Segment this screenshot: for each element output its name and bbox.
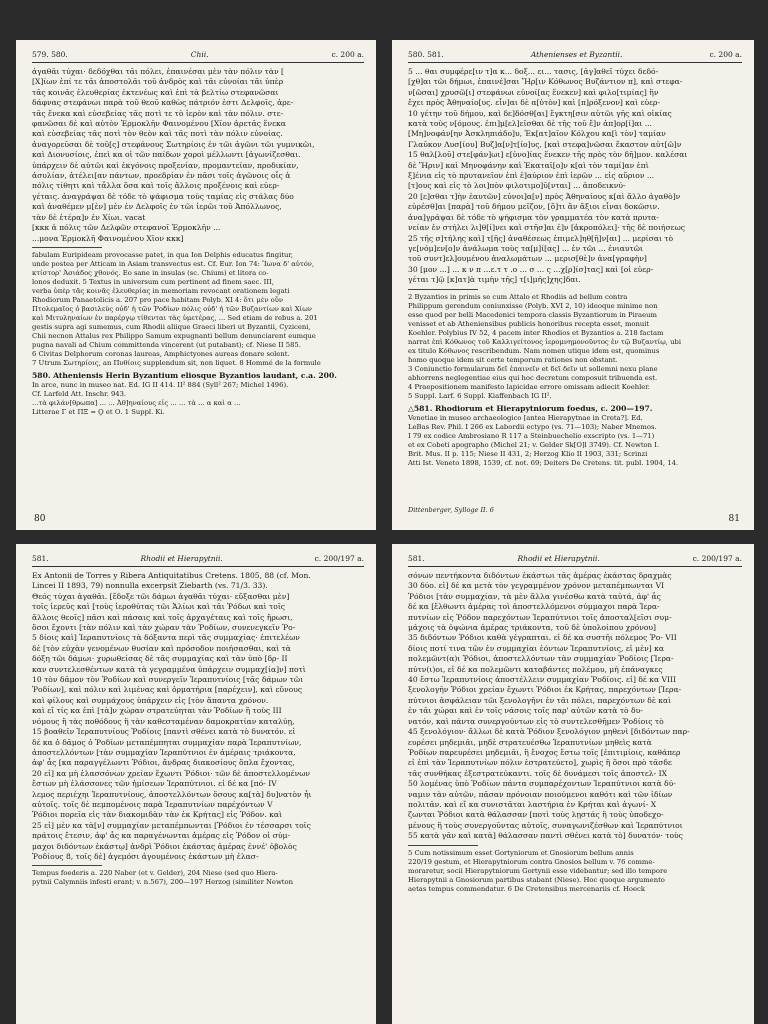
text-line: Ῥοδίων παρευρέσει μηδεμιᾶι, ἢ ἔνοχος ἔστω τοῖς [ἐπιτιμίοις, καθάπερ bbox=[408, 747, 681, 757]
text-line: Koehler. Polybius IV 52, 4 pacem inter Rhodios et Byzantios a. 218 factam bbox=[408, 328, 664, 337]
text-line: φανῶσαι δὲ καὶ αὐτὸν Ἑρμοκλῆν Φαινομένου [Χῖον ἀρετᾶς ἕνεκα bbox=[32, 119, 286, 129]
text-line: gestis supra agi sumemus, cum Rhodii aliique Graeci liberi ut Byzantii, Cyziceni, bbox=[32, 322, 311, 331]
text-line: Atti Ist. Veneto 1898, 1539, cf. not. 69; Deiters De Cretens. tit. publ. 1904, 14. bbox=[408, 458, 679, 467]
rule bbox=[32, 247, 102, 248]
text-line: κτίστορ' Ἀσιάδος χθονός. Eo sane in insulas (sc. Chium) et litora co- bbox=[32, 268, 269, 277]
text-line: Ῥόδιοι [τὰν συμμαχίαν, τὰ μὲν ἄλλα γινέσθω κατὰ ταὐτά, ἀφ' ἇς bbox=[408, 591, 661, 601]
text-line: μαχοι διδόντων ἑκάστῳ] ἀνδρὶ Ῥόδιοι ἑκάστας ἁμέρας ἐννέ' ὀβολὸς bbox=[32, 841, 297, 851]
text-line: πολιτᾶν. καὶ εἴ κα συνιστᾶται λαστήρια ἐν Κρήται καὶ ἀγωνί- X bbox=[408, 799, 657, 809]
text-line: δέ κα [ἔλθωντι ἁμέρας τοὶ ἀποστελλόμενοι σύμμαχοι παρὰ Ἱερα- bbox=[408, 602, 660, 612]
inscription-text bbox=[32, 67, 364, 244]
text-line: γε[νόμ]εν[ο]ν ἀνάλωμα τοὺς τα[μ]ί[ας] ... ἐν τῶι ... ἐνιαυτῶι bbox=[408, 243, 643, 253]
text-line: 220/19 gestum, et Hierapytniorum contra Gnosios bellum v. 76 comme- bbox=[408, 857, 655, 866]
text-line: καὶ εὐσεβείας τᾶς ποτὶ τὸν θεὸν καὶ τᾶς ποτὶ τὰν πόλιν εὐνοίας. bbox=[32, 129, 283, 139]
text-line: Ῥοδίους 8, τοῖς δὲ] ἀγεμόσι ἀγουμένοις ἐκάστων μὴ ἐλασ- bbox=[32, 851, 259, 861]
section-title: 580. Atheniensis Herin Byzantium eliosque Byzantios laudant, c.a. 200. bbox=[32, 370, 337, 380]
text-line: ἀσυλίαν, ἀτέλει[αν πάντων, προεδρίαν ἐν πᾶσι τοῖς ἀγῶνοις οἷς ἁ bbox=[32, 171, 291, 181]
text-line: narrat ἐπὶ Κόθωνος τοῦ Καλλιγείτονος ἱερομνημονοῦντος ἐν τῷ Βυζαντίῳ, ubi bbox=[408, 337, 682, 346]
text-line: ξ]ένια εἰς τὸ πρυτανεῖον ἐπὶ ἐ]αύριον ἐπὶ ἱερῶν ... εἰς αὔριον ... bbox=[408, 171, 655, 181]
commentary bbox=[32, 869, 364, 887]
text-line: νατόν, καὶ πάντα συνεργούντων εἰς τὸ συντελεσθῆμεν Ῥοδίοις τὸ bbox=[408, 716, 664, 726]
text-line: 20 [ε]σθαι τ]ὴν ἑαυτῶν] εὐνοι]α[ν] πρὸς Ἀθηναίους κ[αὶ ἄλλο ἀγαθὸ]ν bbox=[408, 191, 681, 201]
text-line: ἔχει πρὸς Ἀθηναίο[υς. εἶν]αι δὲ α[ὐτὸν] καὶ [π]ρόξενον] καὶ εὐερ- bbox=[408, 98, 661, 108]
signature-line: Dittenberger, Sylloge II. 6 bbox=[408, 506, 494, 514]
text-line: ναμιν τὰν αὐτῶν, πᾶσαν πρόνοιαν ποιούμενοι καθότι καὶ τῶν ἰδίων bbox=[408, 789, 673, 799]
text-line: ἔστων μὴ ἐλάσσονες τῶν ἡμίσεων Ἱεραπύτνιοι. εἰ δέ κα [πό- IV bbox=[32, 779, 277, 789]
text-line: 5 Suppl. Larf. 6 Suppl. Kiaffenbach IG II². bbox=[408, 391, 552, 400]
text-line: εἰ ἐπὶ τὰν Ἱεραπυτνίων πόλιν ἐστρατεύετο], χωρὶς ἢ ὅσοι πρὸ τᾶσδε bbox=[408, 758, 672, 768]
text-line: πολεμῶντ(α)ι Ῥόδιοι, ἀποστελλόντων τὰν συμμαχίαν Ῥοδίοις [Ἱερα- bbox=[408, 654, 674, 664]
text-line: σόνων πεντήκοντα διδόντων ἑκάστωι τᾶς ἁμέρας ἑκάστας δραχμὰς bbox=[408, 571, 672, 580]
text-line: καὶ ἀναθέμεν μ[ὲν] μὲν ἐν Δελφοῖς ἐν τῶι ἱερῶι τοῦ Ἀπόλλωνος, bbox=[32, 202, 282, 212]
text-line: moraretur, socii Hierapytniorum Gortynii esse videbantur; sed illo tempore bbox=[408, 866, 668, 875]
running-header: 581. Rhodii et Hierapytnii. c. 200/197 a. bbox=[32, 554, 364, 567]
text-line: Cf. Larfeld Att. Inschr. 943. bbox=[32, 390, 127, 399]
text-line: homo quoque idem sit certe temporum rationes non obstant. bbox=[408, 355, 618, 364]
text-line: 2 Byzantios in primis se cum Attalo et Rhodiis ad bellum contra bbox=[408, 292, 628, 301]
text-line: 10 τὸν δᾶμον τὸν Ῥοδίων καὶ συνεργεῖν Ἱεραπυτνίοις [τᾶς δάμων τῶι bbox=[32, 675, 304, 685]
page-80 bbox=[16, 40, 376, 530]
text-line: δὲ Ἥριν] καὶ Μηνοφάνην καὶ Ἑκαταῖ[ο]ν κ[αὶ τὸν ταμί]αν ἐπὶ bbox=[408, 160, 649, 170]
text-line: 5 Cum notissimum esset Gortyniorum et Gnosiorum bellum annis bbox=[408, 848, 634, 857]
text-line: verba ὑπὲρ τᾶς κοινᾶς ἐλευθερίας in memoriam revocant orationem legati bbox=[32, 286, 290, 295]
text-line: καν συντελεσθέντων κατὰ τὰ γεγραμμένα ὑπάρχειν συμμαχ[ία]ν] ποτὶ bbox=[32, 664, 306, 674]
text-line: δίοις ποτί τινα τῶν ἐν συμμαχίαι ἐόντων Ἱεραπυτνίοις, εἰ μὲν] κα bbox=[408, 643, 665, 653]
page-81 bbox=[392, 40, 754, 530]
text-line: 20 εἰ] κα μὴ ἐλασσόνων χρείαν ἔχωντι Ῥόδιοι· τῶν δὲ ἀποστελλομένων bbox=[32, 768, 311, 778]
text-line: pytnii Calymniis infesti erant; v. n.567), 200—197 Herzog (similiter Newton bbox=[32, 878, 293, 887]
text-line: εὑρέσθ]αι [παρὰ] τοῦ δήμου μεῖζον, [ὅ]τι ἂν ἄξιοι εἶναι δοκῶσιν. bbox=[408, 202, 660, 212]
text-line: 35 διδόντων Ῥόδιοι καθὰ γέγραπται. εἰ δέ κα συστῆι πόλεμος Ῥο- VII bbox=[408, 633, 677, 643]
text-line: νείαν ἐν στήλει λι]θ[ί]νει καὶ στῆσ]αι ἐ]ν [ἀκροπόλει]· τῆς δὲ ποιήσεως bbox=[408, 223, 686, 233]
text-line: 45 ξενολόγιον· ἄλλωι δὲ κατὰ Ῥόδιον ξενολόγιον μηθενὶ [διδόντων παρ- bbox=[408, 727, 690, 737]
text-line: pugna navali ad Chium committenda vincerent (ut putabant); cf. Niese II 585. bbox=[32, 340, 301, 349]
text-line: αὐτοῖς. τοῖς δὲ πεμπομένοις παρὰ Ἱεραπυτνίων παρέχόντων V bbox=[32, 799, 273, 809]
text-line: τᾶς ἕνεκα καὶ εὐσεβείας τᾶς ποτὶ τε τὸ ἱερὸν καὶ τὰν πόλιν. στε- bbox=[32, 108, 284, 118]
section-apparatus bbox=[408, 414, 742, 468]
text-line: Πτολεμαῖος ὁ βασιλεὺς οὐδ' ἡ τῶν Ῥοδίων πόλις οὐδ' ἡ τῶν Βυζαντίων καὶ Χίων bbox=[32, 304, 312, 313]
text-line: esse quod per belli Macedonici tempora classis Byzantiorum in Piraeum bbox=[408, 310, 657, 319]
text-line: πράτοις ἔτεσιν, ἀφ' ἇς κα παραγένωνται ἁμέρας εἰς Ῥόδον οἱ σύμ- bbox=[32, 831, 291, 841]
text-line: ἀγαθᾶι τύχαι· δεδόχθαι τᾶι πόλει, ἐπαινέσαι μὲν τὰν πόλιν τὰν [ bbox=[32, 67, 284, 76]
section-apparatus bbox=[32, 381, 364, 417]
text-line: πύτν(ι)οι, εἰ δέ κα πολεμῶντι καταβάντες πολέμου, μὴ ἐπάναγκες bbox=[408, 664, 663, 674]
text-line: 25 τῆς σ]τήλης καὶ] τ[ῆς] ἀναθέσεως ἐπιμελ]ηθ[ῆ]ν[αι] ... μερίσαι τὸ bbox=[408, 233, 674, 243]
text-line: Brit. Mus. II p. 115; Niese II 431, 2; Herzog Klio II 1903, 331; Scrinzi bbox=[408, 449, 648, 458]
text-line: καὶ Διονυσίοις, ἐπεὶ κα οἱ τῶν παίδων χοροὶ μέλλωντι [ἀγωνίζεσθαι. bbox=[32, 150, 301, 160]
text-line: τᾶς συνθήκας ἐξεστρατεύκαντι. τοῖς δὲ δυνάμεσι τοῖς ἀποστελ- IX bbox=[408, 768, 667, 778]
text-line: 55 κατὰ γᾶν καὶ κατὰ] θάλασσαν παντὶ σθένει κατὰ τὸ] δυνατόν· τοὺς bbox=[408, 831, 683, 841]
running-header: 579. 580. Chii. c. 200 a. bbox=[32, 50, 364, 63]
text-line: [τ]ους καὶ εἰς τὸ λοι]πὸν φιλοτιμο]ῦ[νται] ... ἀποδεικνύ- bbox=[408, 181, 626, 191]
text-line: Litterae Γ et ΠΞ = Ϙ et Ο. 1 Suppl. Ki. bbox=[32, 408, 165, 417]
text-line: δάφνας στεφάνωι παρὰ τοῦ θεοῦ καθὼς πάτριόν ἐστι Δελφοῖς, ἀρε- bbox=[32, 98, 294, 108]
text-line: καὶ Μιτυληναίων ἐν παρέργῳ τίθενται τὰς ὑμετέρας, ... Sed etiam de rebus a. 201 bbox=[32, 313, 318, 322]
text-line: 15 θαλ[λοῦ] στε[φάν]ωι] ε[ὐνο]ίας ἕνεκεν τῆς πρὸς τὸν δῆ]μον. καλέσαι bbox=[408, 150, 688, 160]
text-line: ὑπάρχειν δὲ αὐτῶι καὶ ἐκγόνοις προξενίαν, προμαντείαν, προδικίαν, bbox=[32, 160, 299, 170]
text-line: πύτνιοι ἀσφάλειαν τῶι ξενολογῆνι ἐν τᾶι πόλει, παρεχόντων δὲ καὶ bbox=[408, 695, 672, 705]
text-line: 30 [μον ...] ... κ ν π ...ε.τ τ .ο ... σ ... ς ...χ[ρ]ίσ]τας] καὶ [οἱ εὐερ- bbox=[408, 264, 654, 274]
text-line: 6 Civitas Delphorum coronas laureas, Amphictyones aureas donare solent. bbox=[32, 349, 290, 358]
text-line: 3 Coniunctio formularum δεῖ ἐπαινεῖν et δεῖ δεῖν ut sollemni nexu plane bbox=[408, 364, 658, 373]
text-line: ζωνται Ῥόδιοι κατὰ θάλασσαν [ποτὶ τοὺς λῃστάς ἢ τοὺς ὑποδεχο- bbox=[408, 810, 664, 820]
text-line: ἄλλοις θεοῖς] πᾶσι καὶ πάσαις καὶ τοῖς ἀρχαγέταις καὶ τοῖς ἥρωσι, bbox=[32, 612, 293, 622]
inscription-text bbox=[408, 67, 742, 286]
text-line: 4 Praepositionem manifesto lapicidae errore omissam adiecit Koehler. bbox=[408, 382, 650, 391]
text-line: Hierapytnii a Gnosiorum partibus stabant (Niese). Hoc quoque argumento bbox=[408, 875, 665, 884]
text-line: I 79 ex codice Ambrosiano R 117 a Steinbuechelio exscripto (vs. 1—71) bbox=[408, 431, 655, 440]
text-line: et ex Cobeti apographo (Michel 21; v. Gelder Sk[O]l 3749). Cf. Newton I. bbox=[408, 440, 660, 449]
page-82 bbox=[16, 544, 376, 1024]
text-line: γέταις. ἀναγράψαι δὲ τόδε τὸ ψάφισμα τοὺς ταμίας εἰς στάλας δύο bbox=[32, 191, 294, 201]
text-line: δόξη τῶι δάμωι· χυρωθείσας δὲ τᾶς συμμαχίας καὶ τὰν ὑπὸ [δρ- II bbox=[32, 654, 288, 664]
text-line: Venetiae in museo archaeologico [antea Hierapytnae in Creta?]. Ed. bbox=[408, 413, 643, 422]
text-line: ...μονα Ἑρμοκλῆ Φαινομένου Χῖον κκκ] bbox=[32, 233, 184, 243]
text-line: Γλαῦκον Λυσ[ίου] Βυζ]α[ν]τ[ίο]υς, [καὶ στεφα]νῶσαι ἕκαστον αὐτ[ῶ]ν bbox=[408, 139, 682, 149]
text-line: lonos deduxit. 5 Textus in universum cum pertinent ad finem saec. III, bbox=[32, 277, 274, 286]
rule bbox=[32, 865, 102, 866]
text-line: ἀποστελλόντων [τὰν συμμαχίαν Ἱεραπύτνιοι ἐν ἁμέραις τριάκοντα, bbox=[32, 747, 296, 757]
inscription-text bbox=[408, 571, 742, 842]
text-line: Tempus foederis a. 220 Naber (et v. Gelder), 204 Niese (sed quo Hiera- bbox=[32, 869, 278, 878]
text-line: 5 δίοις καὶ] Ἱεραπυτνίοις τὰ δόξαντα περὶ τᾶς συμμαχίας· ἐπιτελέων bbox=[32, 633, 300, 643]
text-line: τοῖς ἱερεῦς καὶ [τοὺς ἱεροθύτας τῶι Ἁλίωι καὶ τᾶι Ῥόδωι καὶ τοῖς bbox=[32, 602, 286, 612]
page-number: 80 bbox=[34, 514, 46, 524]
text-line: Ex Antonii de Torres y Ribera Antiquitatibus Cretens. 1805, 88 (cf. Mon. bbox=[32, 571, 311, 580]
text-line: ξενολογῆν Ῥόδιοι χρείαν ἔχωντι Ῥόδιοι ἐκ Κρήτας, παρεχόντων [Ἱερα- bbox=[408, 685, 682, 695]
text-line: fabulam Euripideam provocasse patet, in qua Ion Delphis educatus fingitur, bbox=[32, 250, 294, 259]
text-line: 40 ἔστω Ἱεραπυτνίοις ἀποστέλλειν συμμαχίαν Ῥοδίοις. εἰ] δέ κα VIII bbox=[408, 675, 677, 685]
text-line: 5 ... θαι συμφέρε[ιν τ]α κ... δοξ... ει... τασις, [ἀγ]αθεῖ τύχει δεδό- bbox=[408, 67, 659, 76]
text-line: ἐν τᾶι χώραι καὶ ἐν τοῖς νάσοις τοῖς παρ' αὐτῶν κατὰ τὸ δυ- bbox=[408, 706, 643, 716]
text-line: νόμους ἢ τὰς ποθόδους ἢ τὰν καθεσταμέναν δαμοκρατίαν καταλύῃ, bbox=[32, 716, 295, 726]
text-line: κατὰ τοὺς ν[όμους. ἐπι]μ[ελ]εῖσθαι δὲ τῆς τοῦ ἔ]ν ἀπ]ορ[ί]αι ... bbox=[408, 119, 652, 129]
text-line: Rhodiorum Panaetolicis a. 207 pro pace habitam Polyb. XI 4: ὅτι μὲν οὖν bbox=[32, 295, 284, 304]
text-line: Lincei II 1893, 79) nonnulla excerpsit Ziebarth (vs. 71/3. 33). bbox=[32, 581, 268, 591]
text-line: LeBas Rev. Phil. I 266 ex Labordii ectypo (vs. 71—103); Naber Mnemos. bbox=[408, 422, 657, 431]
text-line: ...τὰ φιλάν[θρωπα] ... ... Ἀθ]ηναίους εἰς ... ... τὰ ... α καὶ α ... bbox=[32, 399, 241, 408]
text-line: ν[ῶσαι] χρυσῶ[ι] στεφάνωι εὐνοί[ας ἕνεκεν] καὶ φιλο[τιμίας] ἣν bbox=[408, 87, 659, 97]
text-line: δέ κα ὁ δᾶμος ὁ Ῥοδίων μεταπέμπηται συμμαχίαν παρὰ Ἱεραπυτνίων, bbox=[32, 737, 302, 747]
text-line: λεμος περιέχηι Ἱεραπυτνίους, ἀποστελλόντων ὅσους κα[τὰ] δυ]νατὸν ἦι bbox=[32, 789, 312, 799]
page-83 bbox=[392, 544, 754, 1024]
text-line: τοῦ συντ]ελ]ουμένου ἀναλωμάτων ... μερισ[θὲ]ν ἀνα[γραφὴν] bbox=[408, 254, 647, 264]
text-line: Θεός τύχαι ἀγαθᾶι. [ἔδοξε τῶι δάμωι ἀγαθᾶι τύχαι· εὔξασθαι μὲν] bbox=[32, 591, 290, 601]
inscription-text bbox=[32, 571, 364, 862]
text-line: 10 γέτην τοῦ δήμου, καὶ δε]δόσθ[αι] ἔγκτη[σιν αὐτῶι γῆς καὶ οἰκίας bbox=[408, 108, 672, 118]
text-line: 15 βοαθεῖν Ἱεραπυτνίους Ῥοδίοις [παντὶ σθένει κατὰ τὸ δυνατόν. εἰ bbox=[32, 727, 296, 737]
text-line: τᾶς κοινᾶς ἐλευθερίας ἐκτενέως καὶ ἐπὶ τὰ βελτίω στεφανῶσαι bbox=[32, 87, 279, 97]
text-line: ἀφ' ἇς [κα παραγγέλωντι Ῥόδιοι, ἄνδρας διακοσίους ὅπλα ἔχοντας, bbox=[32, 758, 295, 768]
commentary bbox=[408, 849, 742, 894]
text-line: [χθ]αι τῶι δήμωι, ἐπαινέ]σαι Ἥρ[ιν Κόθωνος Βυζάντιον π], καὶ στεφα- bbox=[408, 77, 683, 87]
text-line: 25 εἰ] μὲν κα τὰ[ν] συμμαχίαν μεταπέμπωνται [Ῥόδιοι ἐν τέσσαρσι τοῖς bbox=[32, 820, 311, 830]
text-line: venisset et ab Atheniensibus publicis honoribus recepta esset, monuit bbox=[408, 319, 650, 328]
running-header: 580. 581. Athenienses et Byzantii. c. 200 a. bbox=[408, 50, 742, 63]
text-line: καὶ φίλους καὶ συμμάχους ὑπάρχειν εἰς [τὸν ἅπαντα χρόνον. bbox=[32, 695, 269, 705]
text-line: μάχοις τὰ ὀψώνια ἁμέρας τριάκοντα, τοῦ δὲ ὑπολοίπου χρόνου] bbox=[408, 623, 656, 633]
text-line: γέται τ]ῷ [κ]ατ]ὰ τιμὴν τῆς] τ[ι]μής]χης]δαι. bbox=[408, 275, 581, 285]
text-line: [Μη]νοφάν[ην Ἀσκληπιάδο]υ, Ἐκ[ατ]αῖον Κόλχου κα[ὶ τὸν] ταμίαν bbox=[408, 129, 666, 139]
text-line: Chii necnon Attalus rex Philippo Samum expugnanti bellum denunciarent eumque bbox=[32, 331, 316, 340]
text-line: [κκκ ἁ πόλις τῶν Δελφῶν στεφανοῖ Ἑρμοκλῆν ... bbox=[32, 223, 221, 233]
rule bbox=[408, 289, 478, 290]
text-line: unde postea per Atticam in Asiam transvectus est. Cf. Eur. Ion 74: Ἴωνα δ' αὐτόν, bbox=[32, 259, 315, 268]
commentary bbox=[32, 251, 364, 368]
text-line: ἀναγορεῦσαι δὲ τοῦ[ς] στεφάνους Σωτηρίοις ἐν τῶι ἀγῶνι τῶι γυμνικῶι, bbox=[32, 139, 315, 149]
text-line: 50 λομένας ὑπὸ Ῥοδίων πάντα συμπαρέχοντων Ἱεραπύτνιοι κατὰ δύ- bbox=[408, 779, 676, 789]
text-line: Ῥοδίων], καὶ πόλιν καὶ λιμένας καὶ ὁρματήρια [παρέχειν], καὶ εὔνους bbox=[32, 685, 303, 695]
text-line: [Χ]ίων ἐπί τε τᾶι ἀποστολᾶι τοῦ ἀνδρὸς καὶ τᾶι εὐνοίαι τᾶι ὑπὲρ bbox=[32, 77, 284, 87]
text-line: πόλις τίθητι καὶ τἆλλα ὅσα καὶ τοῖς ἄλλοις προξένοις καὶ εὐερ- bbox=[32, 181, 280, 191]
text-line: 7 Utrum Σωτηρίοις, an Πυθίοις supplendum sit, non liquet. 8 Hommé de la formule bbox=[32, 358, 321, 367]
text-line: 30 δύο. εἰ] δέ κα μετὰ τὸν γεγραμμένον χρόνον μεταπέμπωνται VI bbox=[408, 581, 665, 591]
text-line: πυτνίων εἰς Ῥόδον παρεχόντων Ἱεραπύτνιοι τοῖς ἀποσταλ[εῖσι συμ- bbox=[408, 612, 672, 622]
text-line: Ῥόδιοι πορεῖα εἰς τὰν διακομιδὰν τὰν ἐκ Κρήτας] εἰς Ῥόδον. καὶ bbox=[32, 810, 282, 820]
running-header: 581. Rhodii et Hierapytnii. c. 200/197 a. bbox=[408, 554, 742, 567]
text-line: καὶ εἴ τίς κα ἐπὶ [τὰ]ν χώραν στρατεύηται τὰν Ῥοδίων ἢ τοὺς III bbox=[32, 706, 282, 716]
rule bbox=[408, 845, 478, 846]
text-line: ὅσοι ἔχοντι [τὰν πόλιν καὶ τὰν χώραν τὰν Ῥοδίων, συνενεγκεῖν Ῥο- bbox=[32, 623, 296, 633]
section-title: △581. Rhodiorum et Hierapytniorum foedus, c. 200—197. bbox=[408, 403, 653, 413]
text-line: ἀνα]γράψαι δὲ τόδε τὸ ψήφισμα τὸν γραμματέα τὸν κατὰ πρυτα- bbox=[408, 212, 659, 222]
text-line: Philippum gerendum coniunxisse (Polyb. XVI 2, 10) ideoque minime non bbox=[408, 301, 658, 310]
text-line: ευρέσει μηδεμιᾶι, μηδὲ στρατευέσθω Ἱεραπυτνίων μηθεὶς κατὰ bbox=[408, 737, 652, 747]
text-line: τὰν δὲ ἑτέρα]ν ἐν Χίωι. vacat bbox=[32, 212, 146, 222]
text-line: μένους ἢ τοὺς συνεργοῦντας αὐτοῖς, συναγωνιζέσθων καὶ Ἱεραπύτνιοι bbox=[408, 820, 683, 830]
text-line: δὲ [τὸν εὐχὰν γενομένων θυσίαν καὶ πρόσοδον ποιήσασθαι, καὶ τὰ bbox=[32, 643, 291, 653]
text-line: In arce, nunc in museo nat. Ed. IG II 414. II² 884 (Syll² 267; Michel 1496). bbox=[32, 381, 289, 390]
text-line: ex titulo Κόθωνος rescribendum. Nam nomen utique idem est, quominus bbox=[408, 346, 660, 355]
commentary bbox=[408, 293, 742, 401]
page-number: 81 bbox=[728, 514, 740, 524]
text-line: abhorrens neglegentiae eius qui hoc decretum composuit tribuenda est. bbox=[408, 373, 658, 382]
text-line: aetas tempus commendatur. 6 De Cretensibus mercenariis cf. Hoeck bbox=[408, 884, 645, 893]
